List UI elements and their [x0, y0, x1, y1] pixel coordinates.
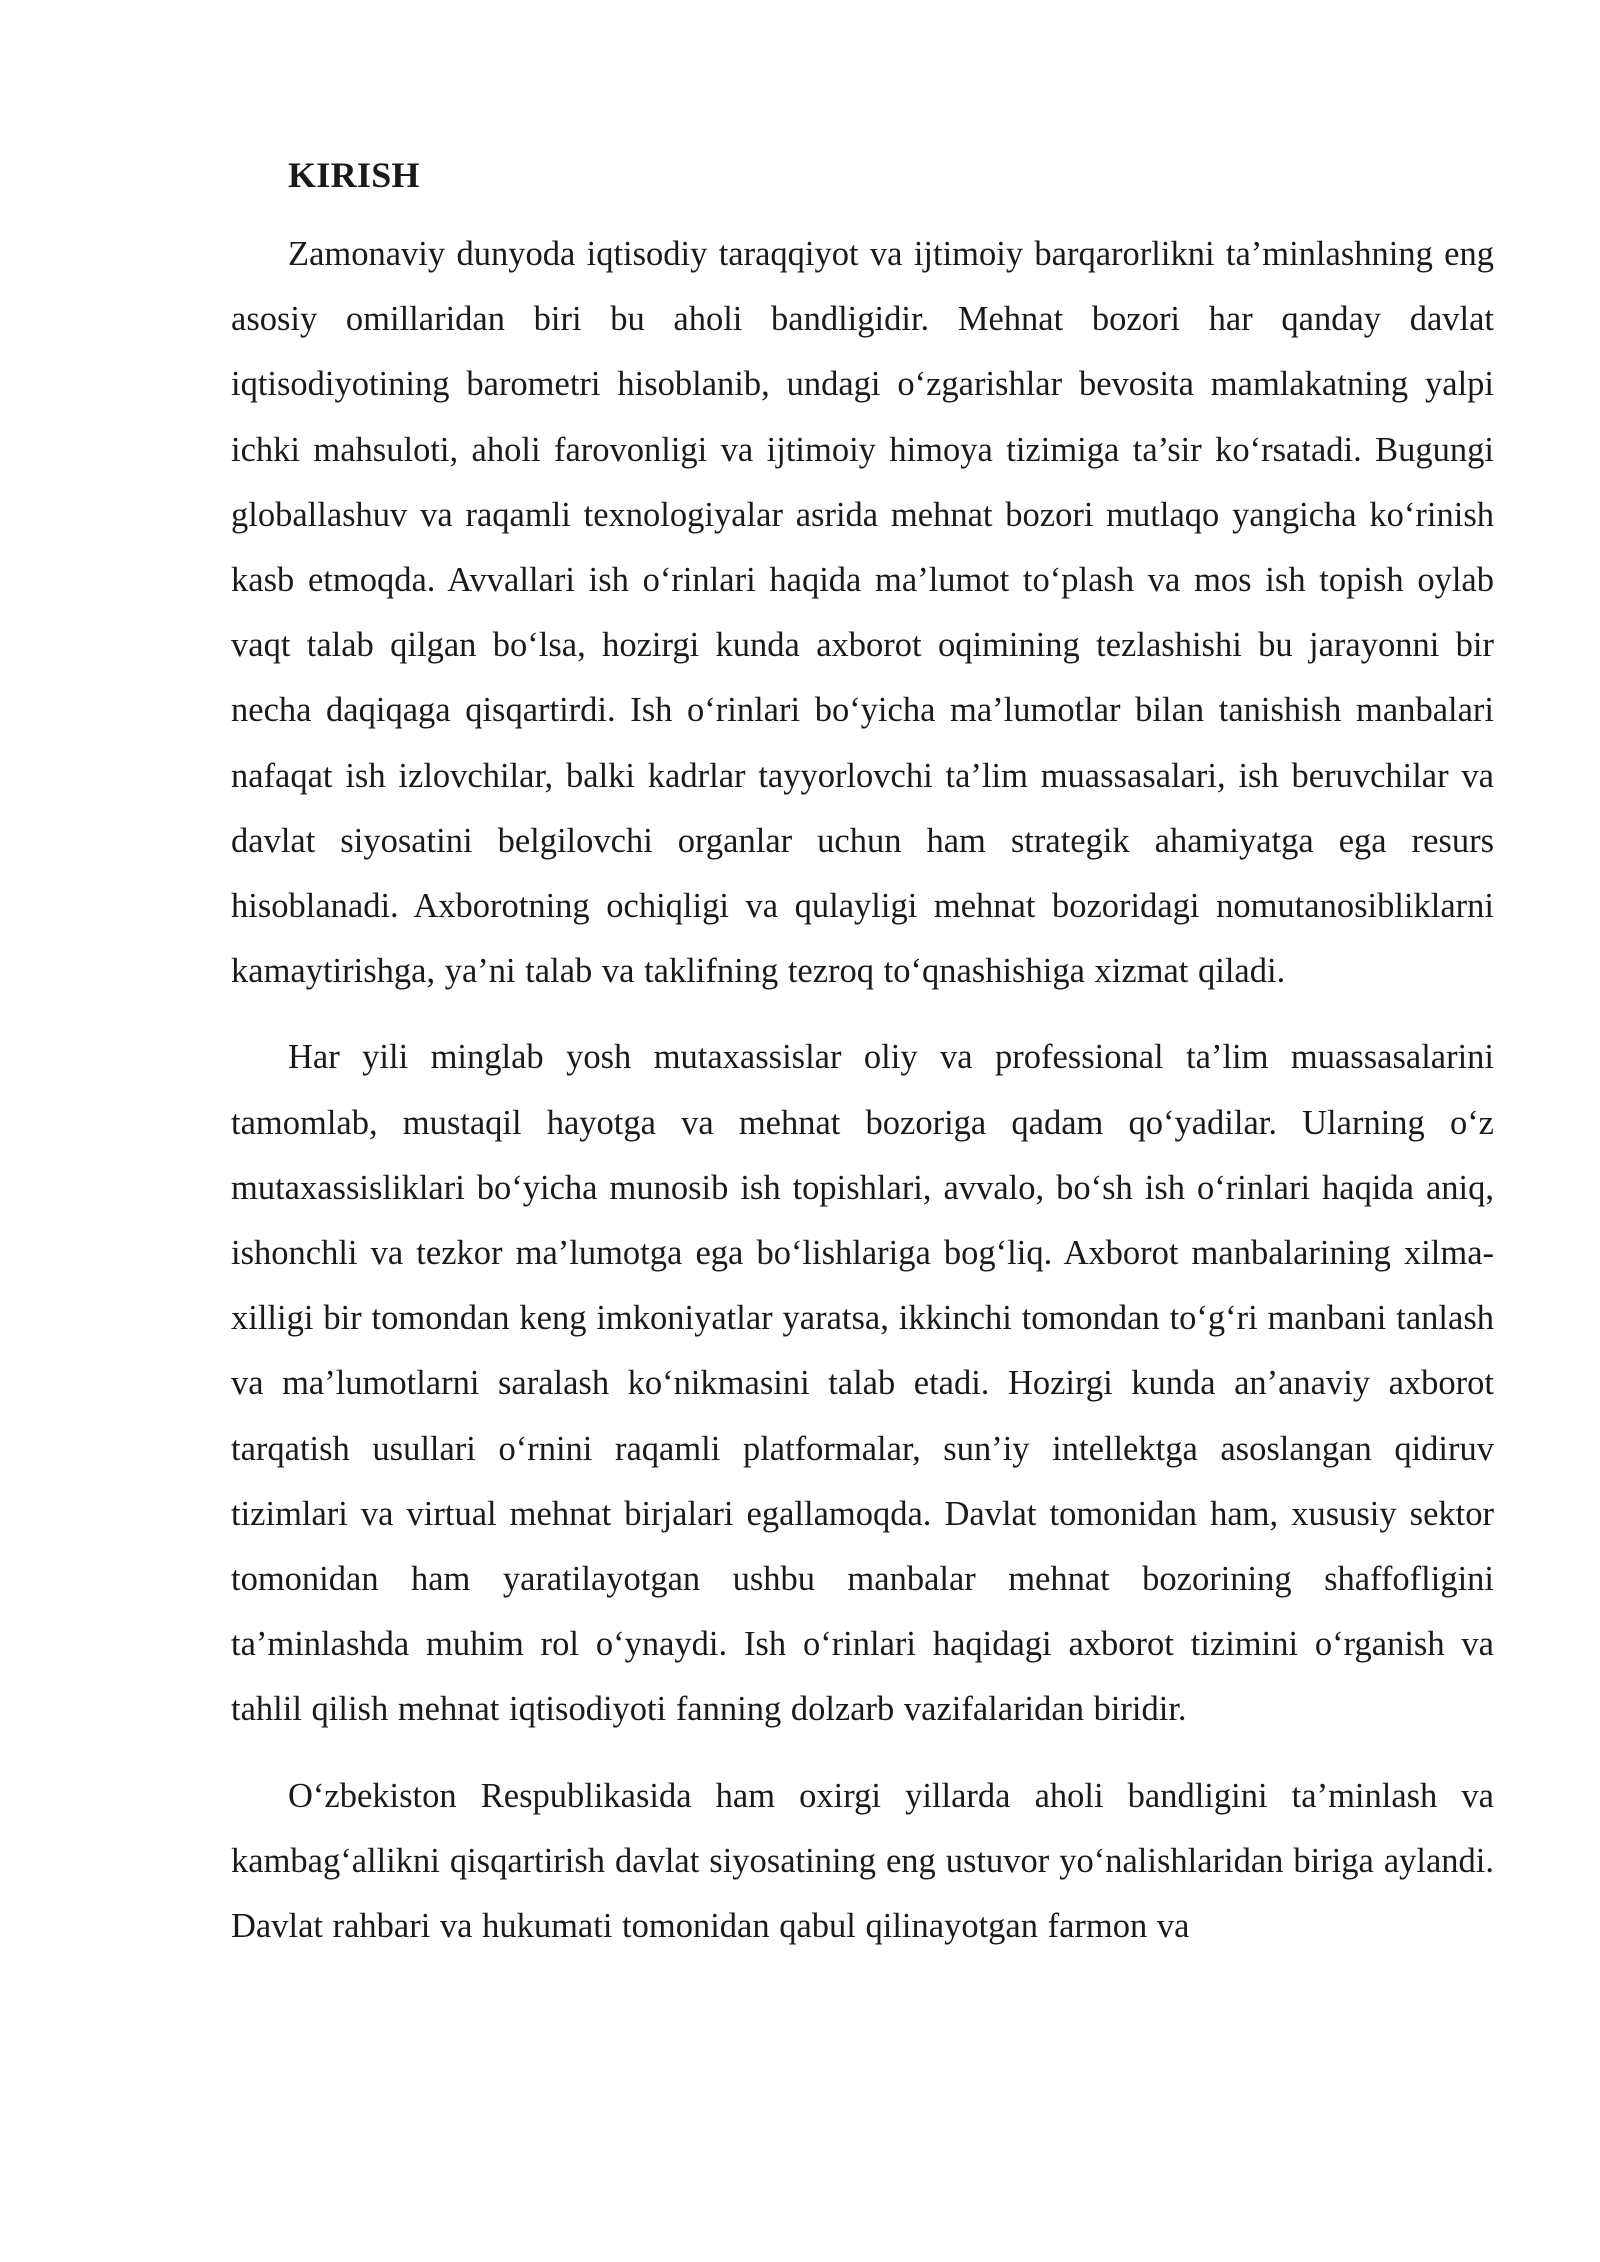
paragraph: O‘zbekiston Respublikasida ham oxirgi yillarda aholi bandligini ta’minlash va kambag‘allikni qisqartirish davlat siyosatining eng ustuvor yo‘nalishlaridan biriga aylandi. Davlat rahbari va hukumati tomonidan qabul qilinayotgan farmon va [231, 1776, 1494, 1946]
paragraph: Zamonaviy dunyoda iqtisodiy taraqqiyot va ijtimoiy barqarorlikni ta’minlashning eng asosiy omillaridan biri bu aholi bandligidir. Mehnat bozori har qanday davlat iqtisodiyotining barometri hisoblanib, undagi o‘zgarishlar bevosita mamlakatning yalpi ichki mahsuloti, aholi farovonligi va ijtimoiy himoya tizimiga ta’sir ko‘rsatadi. Bugungi globallashuv va raqamli texnologiyalar asrida mehnat bozori mutlaqo yangicha ko‘rinish kasb etmoqda. Avvallari ish o‘rinlari haqida ma’lumot to‘plash va mos ish topish oylab vaqt talab qilgan bo‘lsa, hozirgi kunda axborot oqimining tezlashishi bu jarayonni bir necha daqiqaga qisqartirdi. Ish o‘rinlari bo‘yicha ma’lumotlar bilan tanishish manbalari nafaqat ish izlovchilar, balki kadrlar tayyorlovchi ta’lim muassasalari, ish beruvchilar va davlat siyosatini belgilovchi organlar uchun ham strategik ahamiyatga ega resurs hisoblanadi. Axborotning ochiqligi va qulayligi mehnat bozoridagi nomutanosibliklarni kamaytirishga, ya’ni talab va taklifning tezroq to‘qnashishiga xizmat qiladi. [231, 235, 1494, 991]
document-page [231, 150, 1494, 1959]
paragraph: Har yili minglab yosh mutaxassislar oliy va professional ta’lim muassasalarini tamomlab, mustaqil hayotga va mehnat bozoriga qadam qo‘yadilar. Ularning o‘z mutaxassisliklari bo‘yicha munosib ish topishlari, avvalo, bo‘sh ish o‘rinlari haqida aniq, ishonchli va tezkor ma’lumotga ega bo‘lishlariga bog‘liq. Axborot manbalarining xilma-xilligi bir tomondan keng imkoniyatlar yaratsa, ikkinchi tomondan to‘g‘ri manbani tanlash va ma’lumotlarni saralash ko‘nikmasini talab etadi. Hozirgi kunda an’anaviy axborot tarqatish usullari o‘rnini raqamli platformalar, sun’iy intellektga asoslangan qidiruv tizimlari va virtual mehnat birjalari egallamoqda. Davlat tomonidan ham, xususiy sektor tomonidan ham yaratilayotgan ushbu manbalar mehnat bozorining shaffofligini ta’minlashda muhim rol o‘ynaydi. Ish o‘rinlari haqidagi axborot tizimini o‘rganish va tahlil qilish mehnat iqtisodiyoti fanning dolzarb vazifalaridan biridir. [231, 1038, 1494, 1729]
section-heading: KIRISH [288, 155, 420, 195]
